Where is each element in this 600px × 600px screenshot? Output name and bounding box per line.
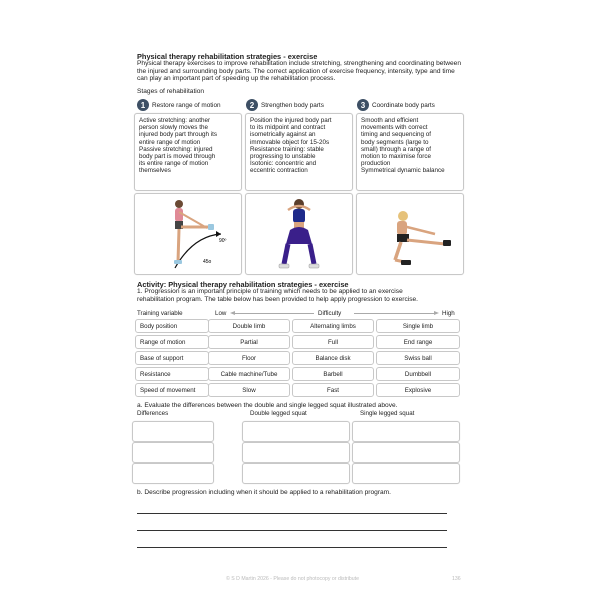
table-cell-low: Double limb [208, 319, 290, 333]
table-cell-variable: Speed of movement [135, 383, 209, 397]
answer-field-differences-3[interactable] [132, 463, 214, 484]
answer-field-single-3[interactable] [352, 463, 460, 484]
question-b: b. Describe progression including when it should be applied to a rehabilitation program. [137, 489, 392, 496]
desc-line: Position the injured body part [250, 117, 332, 124]
table-cell-variable: Range of motion [135, 335, 209, 349]
answer-field-differences-2[interactable] [132, 442, 214, 463]
stage-2-image [245, 193, 353, 275]
table-cell-mid: Full [292, 335, 374, 349]
table-cell-high: Dumbbell [376, 367, 460, 381]
copyright-footer: © S D Martin 2026 - Please do not photocopy or distribute [226, 576, 360, 582]
table-cell-high: End range [376, 335, 460, 349]
stage-1-header [137, 99, 221, 111]
table-cell-variable: Resistance [135, 367, 209, 381]
table-cell-high: Explosive [376, 383, 460, 397]
table-cell-mid: Fast [292, 383, 374, 397]
desc-line: Smooth and efficient [361, 117, 419, 124]
answer-field-single-1[interactable] [352, 421, 460, 442]
page-number: 136 [452, 576, 461, 582]
arrow-right-line [354, 313, 434, 314]
stage-1-description [134, 113, 242, 191]
table-cell-variable: Base of support [135, 351, 209, 365]
stage-number: 1 [137, 99, 149, 111]
table-cell-mid: Barbell [292, 367, 374, 381]
desc-line: Symmetrical dynamic balance [361, 167, 445, 175]
section-heading: Physical therapy rehabilitation strategies - exercise [137, 52, 318, 61]
desc-line: movements with correct [361, 124, 428, 132]
table-cell-high: Swiss ball [376, 351, 460, 365]
col-double-squat: Double legged squat [250, 410, 307, 417]
activity-intro [137, 288, 467, 303]
desc-line: production [361, 160, 391, 168]
table-cell-low: Slow [208, 383, 290, 397]
arrow-left-line [234, 313, 314, 314]
training-variable-header: Training variable [137, 310, 183, 317]
desc-line: Active stretching: another [139, 117, 211, 124]
intro-line: rehabilitation program. The table below has been provided to help apply progression to exercise. [137, 295, 419, 303]
desc-line: to its midpoint and contract [250, 124, 326, 132]
stage-3-description [356, 113, 464, 191]
arrow-right-icon [434, 311, 439, 315]
angle-label-90: 90º [219, 238, 227, 244]
table-cell-mid: Alternating limbs [292, 319, 374, 333]
table-cell-variable: Body position [135, 319, 209, 333]
stages-label: Stages of rehabilitation [137, 88, 205, 95]
difficulty-label: Difficulty [318, 310, 342, 317]
answer-field-single-2[interactable] [352, 442, 460, 463]
answer-field-differences-1[interactable] [132, 421, 214, 442]
answer-line-3[interactable] [137, 547, 447, 548]
pistol-squat-figure-icon [357, 194, 463, 274]
table-cell-low: Cable machine/Tube [208, 367, 290, 381]
stage-3-image [356, 193, 464, 275]
low-label: Low [215, 310, 227, 317]
table-cell-low: Floor [208, 351, 290, 365]
high-label: High [442, 310, 455, 317]
desc-line: injured body part through its [139, 131, 218, 139]
angle-label-45: 45o [203, 259, 212, 265]
answer-field-double-1[interactable] [242, 421, 350, 442]
desc-line: progressing to unstable [250, 153, 316, 161]
table-cell-low: Partial [208, 335, 290, 349]
stage-number: 3 [357, 99, 369, 111]
question-a: a. Evaluate the differences between the double and single legged squat illustrated above. [137, 402, 398, 409]
stage-2-header [246, 99, 324, 111]
squat-figure-icon [246, 194, 352, 274]
desc-line: motion to maximise force [361, 153, 431, 161]
desc-line: Resistance training: stable [250, 145, 324, 153]
intro-text: Physical therapy exercises to improve rehabilitation include stretching, strengthening and coordinating between the injured and surrounding body parts. The correct application of exercise frequency, intensity, type and time can play an important part of speeding up the rehabilitation process. [137, 60, 462, 83]
answer-line-1[interactable] [137, 513, 447, 514]
desc-line: Passive stretching: injured [139, 145, 213, 153]
answer-field-double-3[interactable] [242, 463, 350, 484]
col-differences: Differences [137, 410, 169, 417]
desc-line: body part is moved through [139, 153, 216, 161]
stage-title: Restore range of motion [152, 101, 221, 109]
desc-line: entire range of motion [139, 138, 201, 146]
desc-line: its entire range of motion [139, 160, 209, 168]
stage-2-description [245, 113, 353, 191]
desc-line: timing and sequencing of [361, 131, 432, 139]
col-single-squat: Single legged squat [360, 410, 415, 417]
stage-title: Strengthen body parts [261, 101, 324, 109]
intro-line: 1. Progression is an important principle of training which needs to be applied to an exercise [137, 288, 403, 295]
answer-line-2[interactable] [137, 530, 447, 531]
stretching-figure-icon [135, 194, 241, 274]
desc-line: small) through a range of [361, 145, 432, 153]
desc-line: Isotonic: concentric and [250, 160, 317, 168]
stage-title: Coordinate body parts [372, 101, 435, 109]
table-cell-high: Single limb [376, 319, 460, 333]
table-cell-mid: Balance disk [292, 351, 374, 365]
desc-line: isometrically against an [250, 131, 316, 139]
desc-line: immovable object for 15-20s [250, 138, 330, 146]
desc-line: themselves [139, 167, 171, 175]
stage-number: 2 [246, 99, 258, 111]
activity-heading: Activity: Physical therapy rehabilitation strategies - exercise [137, 280, 349, 289]
answer-field-double-2[interactable] [242, 442, 350, 463]
desc-line: person slowly moves the [139, 124, 208, 132]
arrow-left-icon [230, 311, 235, 315]
desc-line: body segments (large to [361, 138, 429, 146]
stage-3-header [357, 99, 435, 111]
stage-1-image [134, 193, 242, 275]
desc-line: eccentric contraction [250, 167, 308, 175]
